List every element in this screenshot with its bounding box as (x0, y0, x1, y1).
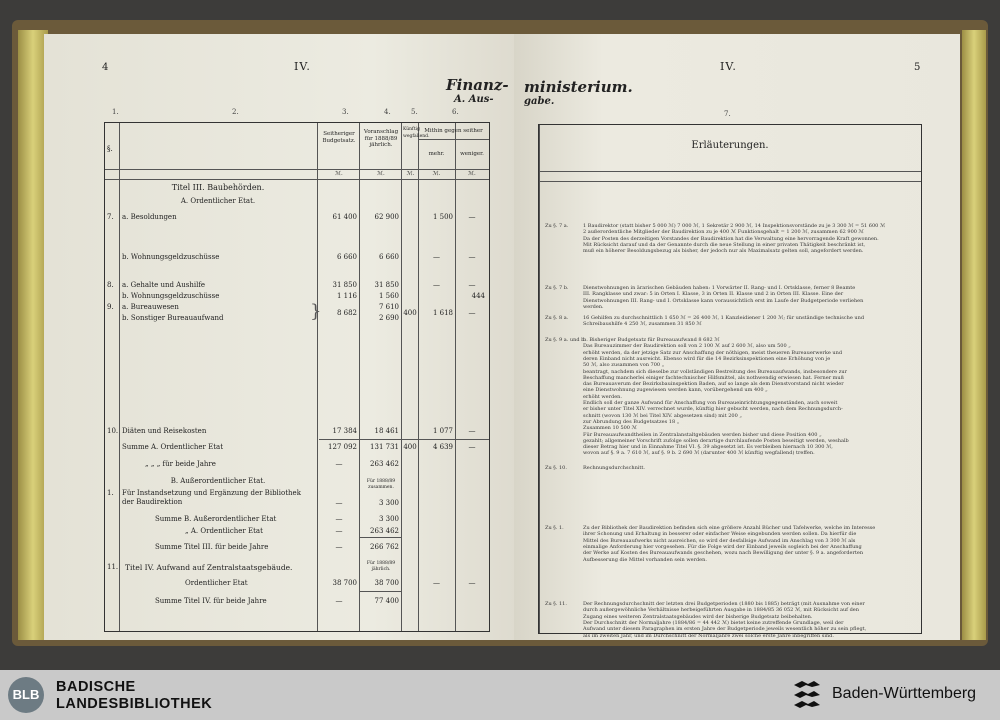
unit-weg: ℳ. (406, 171, 415, 177)
colnum-2: 2. (232, 108, 239, 116)
left-page (44, 34, 515, 640)
note-ref: Zu §. 7 a. (545, 223, 569, 229)
note-line: Der Durchschnitt der Normaljahre (1884/86 = 44 442 ℳ) bietet keine zutreffende Grundlage, weil der (583, 619, 844, 626)
colnum-1: 1. (112, 108, 119, 116)
note-line: Endlich soll der ganze Aufwand für Anschaffung von Bureaueinrichtungsgegenständen, auch soweit (583, 400, 838, 406)
note-line: Mit Rücksicht darauf und da der Genannte durch die neue Stellung in einer privaten Thätigkeit beschränkt ist, (583, 241, 866, 248)
header-voranschlag: Voranschlag für 1888/89 jährlich. (363, 129, 399, 148)
note-line: Aufbesserung die Mittel vorhanden sein werden. (583, 556, 707, 563)
budget-table (104, 122, 490, 632)
note-ref: Zu §. 11. (545, 601, 567, 607)
row-8b-vor: 1 560 (378, 292, 399, 300)
row-7a-text: a. Besoldungen (122, 213, 177, 221)
colnum-6: 6. (452, 108, 459, 116)
note-ref: Zu §. 8 a. (545, 315, 569, 321)
row-9b-seither: 8 682 (336, 309, 357, 317)
page-edge-right (962, 30, 986, 640)
summe-b-seither: — (335, 515, 343, 523)
header-mithin: Mithin gegen seither (424, 128, 483, 134)
note-line: Zu der Bibliothek der Baudirektion befinden sich eine größere Anzahl Bücher und Tafelwerke, welche im Interesse (583, 525, 876, 531)
explanations-table (538, 124, 922, 639)
baden-wuerttemberg-text[interactable]: Baden-Württemberg (832, 685, 977, 702)
summe-titel-iv-text: Summe Titel IV. für beide Jahre (155, 597, 267, 605)
header-seither: Seitheriger Budgetsatz. (322, 131, 356, 144)
ord-etat-iv-weniger: — (468, 579, 476, 587)
note-line: Dienstwohnungen in ärarischen Gebäuden haben: 1 Vorwärter II. Rang- und I. Ortsklasse, ferner 8 Beamte (583, 285, 856, 291)
note-line: Schreibaushilfe 4 250 ℳ, zusammen 31 850 ℳ (583, 321, 702, 328)
right-page-number: 5 (914, 62, 921, 73)
beide-jahre-text: „ „ „ für beide Jahre (145, 460, 216, 468)
row-8b-mehr: 444 (471, 292, 485, 300)
note-line: 2 außerordentliche Mitglieder der Baudirektion zu je 400 ℳ Funktionsgehalt = 1 200 ℳ, zusammen 62 900 ℳ (583, 229, 864, 236)
row-1-vor-note: Für 1888/89 zusammen. (366, 479, 396, 490)
right-subtitle: gabe. (524, 96, 555, 107)
footer-bar (0, 670, 1000, 720)
note-line: schnitt (wovon 130 ℳ bei Titel XIV. abgesetzen sind) mit 200 „ (583, 412, 742, 419)
title-iii: Titel III. Baubehörden. (171, 183, 265, 192)
row-9b-vor: 2 690 (378, 314, 399, 322)
row-7a-weniger: — (468, 213, 476, 221)
note-line: b. Bisheriger Budgetsatz für Bureauaufwand 8 682 ℳ (583, 337, 720, 343)
note-line: Der Rechnungsdurchschnitt der letzten drei Budgetperioden (1880 bis 1885) beträgt (mit Ausnahme von einer (583, 601, 865, 607)
row-7b-text: b. Wohnungsgeldzuschüsse (122, 253, 220, 261)
row-9b-text: b. Sonstiger Bureauaufwand (122, 314, 224, 322)
right-page (514, 34, 960, 640)
row-1-nr: 1. (107, 489, 114, 497)
note-line: der Werke auf Kosten des Bureauaufwands geschehen, wozu nach Bewilligung der unter §. 9 a. angeforderten (583, 550, 864, 557)
note-line: 50 ℳ, also zusammen von 700 „ (583, 362, 665, 369)
note-line: muß ein höherer Besoldungsbezug als bisher, der jedoch nur als Maximalsatz gelten soll, angefordert werden. (583, 248, 864, 255)
note-line: erhöht werden, da der jetzige Satz zur Anschaffung der nöthigen, meist theueren Bureauerwerke und (583, 349, 843, 356)
row-9a-text: a. Bureauwesen (122, 303, 179, 311)
header-para: §. (107, 145, 113, 153)
row-7b-seither: 6 660 (336, 253, 357, 261)
note-ref: Zu §. 7 b. (545, 285, 569, 291)
row-9b-mehr: 1 618 (432, 309, 453, 317)
note-line: 1 Baudirektor (statt bisher 5 000 ℳ) 7 000 ℳ, 1 Sekretär 2 900 ℳ, 14 Inspektionsvorstände zu je 3 300 ℳ = 51 600 ℳ (583, 223, 886, 229)
colnum-3: 3. (342, 108, 349, 116)
row-10-weniger: — (468, 427, 476, 435)
note-line: als im zweiten Jahr, und im Durchschnitt der Normaljahre zwei solche erste Jahre inbegriffen sind. (583, 632, 834, 639)
left-title: Finanz- (446, 76, 509, 94)
note-line: zur Abrundung des Budgetsatzes 18 „ (583, 418, 680, 425)
note-line: Mittel des Bureauaufwerks nicht ausreichen, so wird der desfallsige Aufwand im Anschlag von 3 300 ℳ als (583, 537, 856, 544)
row-1-vor: 3 300 (378, 499, 399, 507)
row-1-seither: — (335, 499, 343, 507)
note-ref: Zu §. 10. (545, 465, 567, 471)
row-7-nr: 7. (107, 213, 114, 221)
left-roman-header: IV. (294, 60, 311, 73)
row-1-text: Für Instandsetzung und Ergänzung der Bibliothek der Baudirektion (122, 489, 301, 506)
row-9b-weg: 400 (403, 309, 417, 317)
row-8-nr: 8. (107, 281, 114, 289)
header-weniger: weniger. (460, 151, 484, 157)
row-10-text: Diäten und Reisekosten (122, 427, 207, 435)
summe-a-weg: 400 (403, 443, 417, 451)
note-line: Rechnungsdurchschnitt. (583, 465, 646, 471)
left-column-numbers (44, 108, 514, 120)
summe-titel-iii-seither: — (335, 543, 343, 551)
note-line: deren Einband nicht ausreicht. Ebenso wird für die 14 Bezirksinspektionen eine Erhöhung von je (583, 355, 831, 362)
note-line: Zusammen 10 500 ℳ (583, 425, 637, 432)
note-line: Für Bureauaufwandtheilen in Zentralanstaltgebäuden werden bisher und diese Position 400 „ (583, 431, 822, 438)
note-line: erhöht werden. (583, 393, 622, 400)
ord-etat-iv-seither: 38 700 (332, 579, 357, 587)
row-7b-weniger: — (468, 253, 476, 261)
summe-a-text: Summe A. Ordentlicher Etat (122, 443, 224, 451)
right-title: ministerium. (524, 78, 633, 96)
a-ordentlich-text: „ A. Ordentlicher Etat (185, 527, 263, 535)
note-line: das Bureauaverum der Bezirksbauinspektion Baden, auf so lange als dem Dienstvorstand nicht wieder (583, 381, 844, 388)
row-11-nr: 11. (107, 563, 119, 571)
note-line: Dienstwohnungen III. Rang- und I. Ortsklasse kann voraussichtlich erst im Laufe der Budgetperiode verliehen (583, 297, 864, 304)
row-8a-weniger: — (468, 281, 476, 289)
note-line: Zugang eines weiteren Zentralstaatsgebäudes wird der bisherige Budgetsatz beibehalten. (583, 613, 813, 620)
note-line: Das Bureauzimmer der Baudirektion soll von 2 100 ℳ auf 2 600 ℳ, also um 500 „ (583, 343, 791, 350)
ordentlicher-etat-heading: A. Ordentlicher Etat. (180, 197, 256, 205)
row-9a-vor: 7 610 (378, 303, 399, 311)
note-line: gezahlt; allgemeiner Vorschrift zufolge sollen derartige durchlaufende Posten beseitigt werden, weshalb (583, 437, 849, 444)
summe-a-mehr: 4 639 (432, 443, 453, 451)
colnum-5: 5. (411, 108, 418, 116)
row-10-seither: 17 384 (332, 427, 357, 435)
left-page-number: 4 (102, 62, 109, 73)
note-line: Beschaffung mancherlei einiger fachtechnischer Hilfsmittel, als nothwendig erwiesen hat. Ferner muß (583, 374, 844, 381)
row-10-vor: 18 461 (374, 427, 399, 435)
row-10-mehr: 1 077 (432, 427, 453, 435)
brace-9: } (310, 301, 322, 322)
blb-line-1: BADISCHE (56, 679, 136, 695)
row-7b-mehr: — (433, 253, 440, 261)
unit-vor: ℳ. (377, 171, 385, 177)
summe-a-seither: 127 092 (328, 443, 357, 451)
beide-jahre-seither: — (335, 460, 343, 468)
a-ordentlich-seither: — (335, 527, 343, 535)
row-7a-mehr: 1 500 (432, 213, 453, 221)
unit-weniger: ℳ. (468, 171, 476, 177)
colnum-4: 4. (384, 108, 391, 116)
left-subtitle: A. Aus- (454, 94, 494, 105)
row-11-vor-note: Für 1888/89 jährlich. (366, 561, 396, 572)
note-line: einmalige Anforderung hier vorgesehen. Für die Folge wird der Einband jeweils sogleich bei der Anschaffung (583, 543, 862, 550)
unit-seither: ℳ. (335, 171, 343, 177)
summe-titel-iv-seither: — (335, 597, 343, 605)
note-line: werden. (583, 303, 604, 310)
note-line: eine Dienstwohnung zugewiesen werden kann, vorübergehend um 400 „ (583, 387, 768, 394)
note-line: Da der Posten des derzeitigen Vorstandes der Baudirektion hat die Verwaltung eine hervorragende Kraft gewonnen. (583, 235, 879, 242)
summe-titel-iii-text: Summe Titel III. für beide Jahre (155, 543, 269, 551)
ausserordentlich-heading: B. Außerordentlicher Etat. (170, 477, 266, 485)
note-ref: Zu §. 9 a. und b. (545, 337, 586, 343)
row-7a-seither: 61 400 (332, 213, 357, 221)
baden-wuerttemberg-lions-icon (792, 679, 822, 711)
row-7a-vor: 62 900 (374, 213, 399, 221)
blb-name[interactable] (56, 679, 212, 713)
row-9-nr: 9. (107, 303, 114, 311)
a-ordentlich-vor: 263 462 (370, 527, 399, 535)
blb-logo[interactable]: BLB (8, 677, 44, 713)
note-line: dieser Betrag hier und in Einnahme Titel VI. §. 39 abgesetzt ist. Es verbleiben hiernach 10 300 ℳ, (583, 444, 833, 451)
unit-mehr: ℳ. (432, 171, 441, 177)
erlaeuterungen-header: Erläuterungen. (691, 140, 769, 151)
summe-titel-iii-vor: 266 762 (370, 543, 399, 551)
beide-jahre-vor: 263 462 (370, 460, 399, 468)
row-8a-seither: 31 850 (332, 281, 357, 289)
note-line: Aufwand unter diesem Paragraphen im ersten Jahre der Budgetperiode jeweils wesentlich höher zu sein pflegt, (583, 626, 867, 633)
summe-titel-iv-vor: 77 400 (374, 597, 399, 605)
summe-a-weniger: — (468, 443, 476, 451)
row-9b-weniger: — (468, 309, 476, 317)
row-7b-vor: 6 660 (378, 253, 399, 261)
note-line: 16 Gehilfen zu durchschnittlich 1 650 ℳ = 26 400 ℳ, 1 Kanzleidiener 1 200 ℳ; für unständige technische und (583, 315, 865, 321)
header-mehr: mehr. (428, 151, 445, 157)
note-line: durch außergewöhnliche Verhältnisse herbeigeführten Ausgabe in 1884/85 36 052 ℳ, mit Rücksicht auf den (583, 607, 859, 614)
ord-etat-iv-text: Ordentlicher Etat (185, 579, 248, 587)
summe-b-text: Summe B. Außerordentlicher Etat (155, 515, 277, 523)
note-line: er bisher unter Titel XIV. verrechnet wurde, künftig hier gebucht werden, nach dem Rechnungsdurch- (583, 406, 843, 413)
right-column-number: 7. (724, 110, 731, 118)
note-line: beantragt, nachdem sich dieselbe zur vollständigen Bestreitung des Bureauaufwands, insbesondere zur (583, 368, 847, 375)
row-8b-text: b. Wohnungsgeldzuschüsse (122, 292, 220, 300)
right-roman-header: IV. (720, 60, 737, 73)
row-8b-seither: 1 116 (336, 292, 357, 300)
note-line: wovon auf §. 9 a. 7 610 ℳ, auf §. 9 b. 2 690 ℳ (darunter 400 ℳ künftig wegfallend) treffen. (583, 450, 815, 457)
row-10-nr: 10. (107, 427, 119, 435)
blb-line-2: LANDESBIBLIOTHEK (56, 696, 213, 712)
note-line: ihrer Schonung und Erhaltung in besserer oder einfacher Weise eingebunden werden sollen. Da hierfür die (583, 531, 857, 538)
note-line: III. Rangklasse und zwar: 5 in Orten I. Klasse, 3 in Orten II. Klasse und 2 in Orten III. Klasse. Eine der (583, 291, 844, 298)
ord-etat-iv-vor: 38 700 (374, 579, 399, 587)
summe-b-vor: 3 300 (378, 515, 399, 523)
row-8a-mehr: — (433, 281, 440, 289)
header-kuenftig: Künftig wegfallend. (403, 127, 430, 139)
summe-a-vor: 131 731 (370, 443, 399, 451)
row-8a-vor: 31 850 (374, 281, 399, 289)
note-ref: Zu §. 1. (545, 525, 564, 531)
row-8a-text: a. Gehalte und Aushilfe (122, 281, 206, 289)
row-11-text: Titel IV. Aufwand auf Zentralstaatsgebäude. (125, 563, 293, 572)
ord-etat-iv-mehr: — (433, 579, 440, 587)
